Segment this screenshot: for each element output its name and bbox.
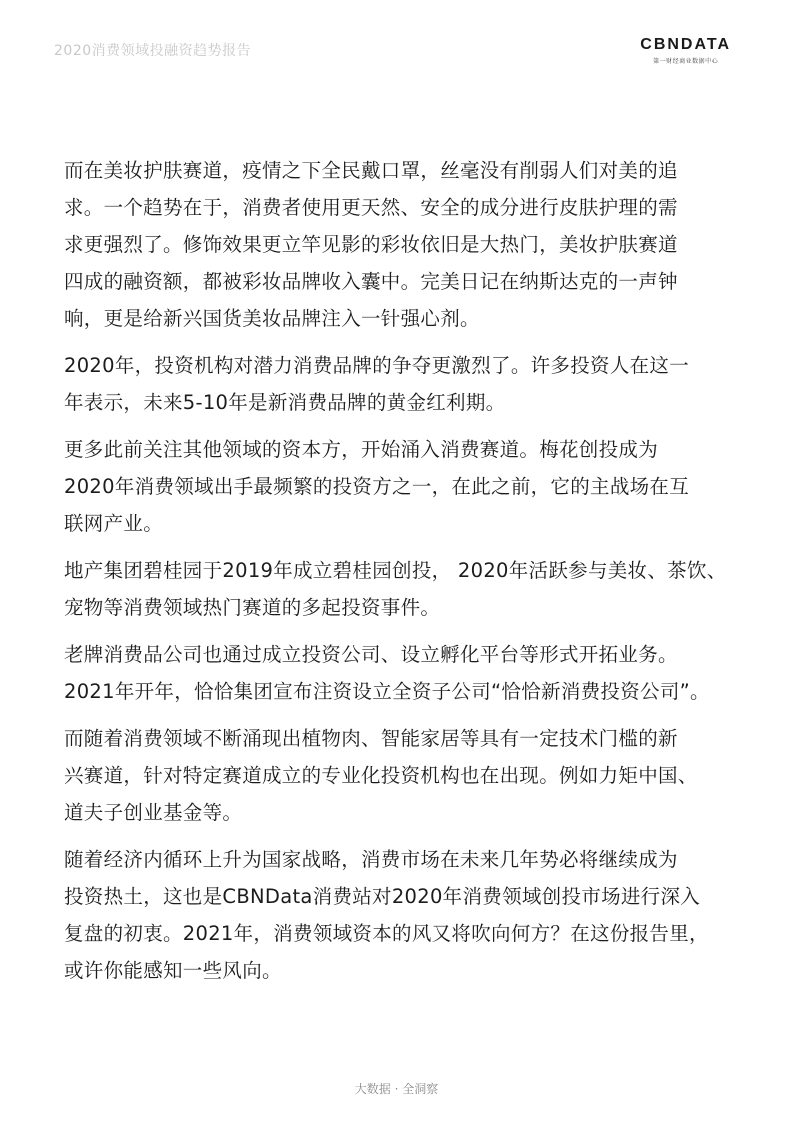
page-footer: 大数据 · 全洞察 [354,1082,439,1096]
cbndata-logo [640,36,731,65]
logo-text: CBNDATA [640,36,731,53]
body-text [64,152,744,999]
report-title: 2020消费领域投融资趋势报告 [54,43,252,59]
logo-subtitle: 第一财经商业数据中心 [653,58,719,65]
paragraph-investors: 2020年，投资机构对潜力消费品牌的争夺更激烈了。许多投资人在这一 年表示，未来5-10年是新消费品牌的黄金红利期。 [64,354,690,414]
paragraph-legacy-companies: 老牌消费品公司也通过成立投资公司、设立孵化平台等形式开拓业务。 2021年开年，恰恰集团宣布注资设立全资子公司“恰恰新消费投资公司”。 [64,643,710,703]
paragraph-country-garden: 地产集团碧桂园于2019年成立碧桂园创投， 2020年活跃参与美妆、茶饮、 宠物等消费领域热门赛道的多起投资事件。 [64,559,727,619]
paragraph-specialized-funds: 而随着消费领域不断涌现出植物肉、智能家居等具有一定技术门槛的新 兴赛道，针对特定赛道成立的专业化投资机构也在出现。例如力矩中国、 道夫子创业基金等。 [64,727,698,824]
paragraph-capital: 更多此前关注其他领域的资本方，开始涌入消费赛道。梅花创投成为 2020年消费领域出手最频繁的投资方之一，在此之前，它的主战场在互 联网产业。 [64,438,690,535]
paragraph-outlook: 随着经济内循环上升为国家战略，消费市场在未来几年势必将继续成为 投资热土，这也是CBNData消费站对2020年消费领域创投市场进行深入 复盘的初衷。2021年，消费领域资本的风又将吹向何方？在这份报告里， 或许你能感知一些风向。 [64,848,709,982]
paragraph-beauty: 而在美妆护肤赛道，疫情之下全民戴口罩，丝毫没有削弱人们对美的追 求。一个趋势在于，消费者使用更天然、安全的成分进行皮肤护理的需 求更强烈了。修饰效果更立竿见影的彩妆依旧是大热门，美妆护肤赛道 四成的融资额，都被彩妆品牌收入囊中。完美日记在纳斯达克的一声钟 响，更是给新兴国货美妆品牌注入一针强心剂。 [64,159,678,330]
